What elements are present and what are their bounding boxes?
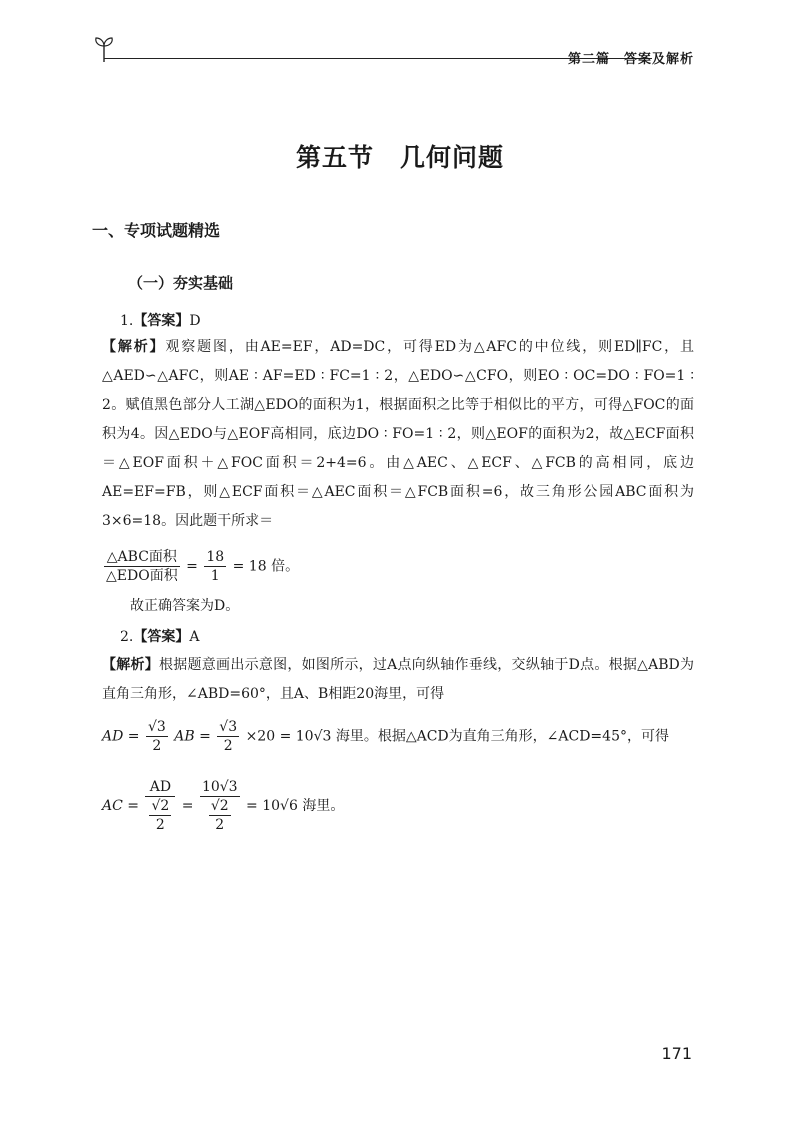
q2-answer-tag: 【答案】 — [133, 629, 190, 645]
q1-analysis-tag: 【解析】 — [102, 339, 166, 355]
q1-frac-denominator: △EDO面积 — [106, 568, 178, 584]
q1-fraction-value — [204, 548, 226, 585]
q2-complex-frac-1 — [145, 778, 175, 834]
q2-cf2-den — [200, 797, 240, 834]
page-number: 171 — [661, 1044, 692, 1063]
q1-frac-numerator: △ABC面积 — [104, 548, 180, 567]
q2-formula-ad — [102, 718, 669, 755]
subsection-title: （一）夯实基础 — [128, 274, 234, 292]
q2-analysis — [102, 651, 694, 709]
q2-frac2-den: 2 — [223, 738, 233, 754]
page-title: 第五节 几何问题 — [295, 143, 504, 172]
q2-frac2-num: √3 — [219, 719, 238, 735]
q2-cf1-den — [145, 797, 175, 834]
q2-ac-lhs: AC = — [102, 798, 140, 814]
q2-analysis-text: 根据题意画出示意图，如图所示，过A点向纵轴作垂线，交纵轴于D点。根据△ABD为直角三角形，∠ABD=60°，且A、B相距20海里，可得 — [102, 657, 694, 702]
q1-answer-line — [120, 310, 201, 330]
q2-frac-sqrt3-over-2-b — [217, 718, 239, 755]
q2-cf1-inner-num: √2 — [151, 798, 170, 814]
header-section-label: 第二篇 答案及解析 — [567, 52, 694, 67]
q2-ad-lhs: AD = — [102, 728, 140, 745]
q2-frac-den: 2 — [152, 738, 162, 754]
sprout-icon — [92, 34, 116, 68]
q2-ac-rest: = 10√6 海里。 — [246, 798, 345, 814]
section-title: 一、专项试题精选 — [92, 221, 221, 240]
q2-ab-term: AB = — [174, 728, 211, 745]
q2-cf2-num: 10√3 — [201, 779, 238, 795]
q2-cf1-inner — [149, 797, 171, 834]
q2-answer-line — [120, 626, 199, 646]
q2-cf2-inner-num: √2 — [210, 798, 229, 814]
q1-result: = 18 倍。 — [232, 558, 300, 575]
q2-cf2-inner-den: 2 — [215, 817, 225, 833]
q2-complex-frac-2 — [200, 778, 240, 834]
q1-analysis — [102, 333, 694, 536]
q2-ad-rest: ×20 = 10√3 海里。根据△ACD为直角三角形，∠ACD=45°，可得 — [245, 728, 669, 745]
page-header — [92, 34, 702, 67]
q2-ac-eq: = — [181, 798, 194, 814]
q2-frac-sqrt3-over-2 — [146, 718, 168, 755]
q1-fraction-area-ratio — [104, 548, 180, 585]
q2-cf2-inner — [209, 797, 231, 834]
q2-formula-ac — [102, 778, 344, 834]
q1-frac2-numerator: 18 — [206, 549, 225, 565]
q2-analysis-tag: 【解析】 — [102, 657, 160, 673]
q1-conclusion: 故正确答案为D。 — [130, 598, 240, 614]
q1-answer: D — [189, 313, 201, 329]
q2-cf1-inner-den: 2 — [155, 817, 165, 833]
q2-cf1-num: AD — [145, 778, 175, 797]
q1-frac2-denominator: 1 — [210, 568, 220, 584]
q2-answer: A — [189, 629, 200, 645]
q1-fraction-line — [102, 548, 299, 585]
q1-analysis-text: 观察题图，由AE=EF，AD=DC，可得ED为△AFC的中位线，则ED∥FC，且△AED∽△AFC，则AE ∶ AF=ED ∶ FC=1 ∶ 2，△EDO∽△CFO，则EO ∶ OC=DO ∶ FO=1 ∶ 2。赋值黑色部分人工湖△EDO的面积为1，根据面积之比等于相似比的平方，可得△FOC的面积为4。因△EDO与△EOF高相同，底边DO ∶ FO=1 ∶ 2，则△EOF的面积为2，故△ECF面积＝△EOF面积＋△FOC面积＝2+4=6。由△AEC、△ECF、△FCB的高相同，底边AE=EF=FB，则△ECF面积＝△AEC面积＝△FCB面积=6，故三角形公园ABC面积为3×6=18。因此题干所求＝ — [102, 339, 694, 529]
q1-equals: = — [186, 558, 198, 575]
q1-number: 1. — [120, 313, 134, 329]
q1-answer-tag: 【答案】 — [133, 313, 190, 329]
q2-frac-num: √3 — [147, 719, 166, 735]
q2-number: 2. — [120, 629, 134, 645]
